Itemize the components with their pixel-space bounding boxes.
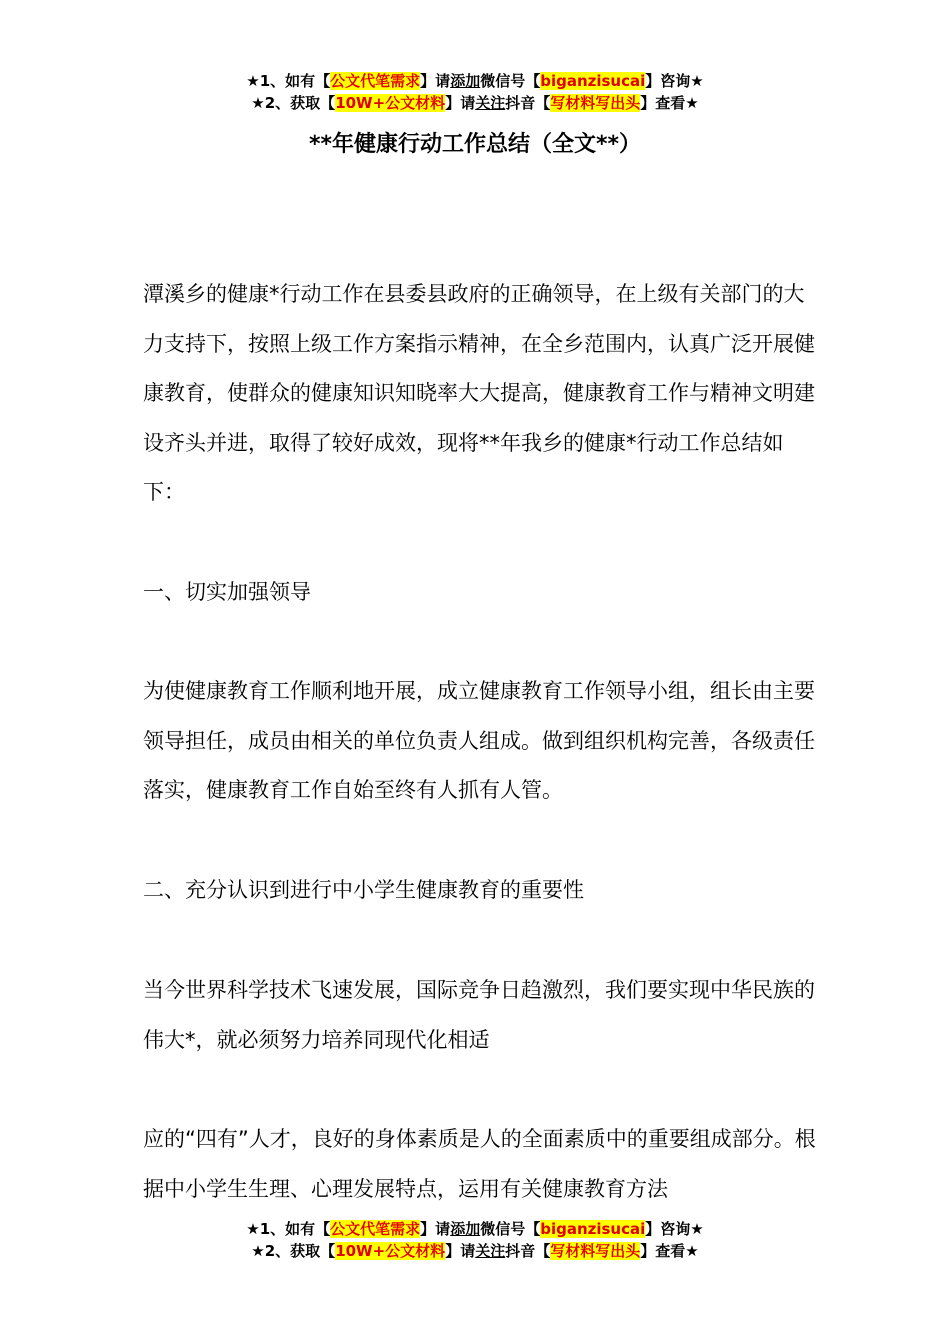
banner-text: 】查看★ bbox=[640, 1242, 699, 1260]
banner-text: ★2、获取【 bbox=[251, 94, 336, 112]
banner-text: 】咨询★ bbox=[645, 1220, 704, 1238]
emphasis-add: 添加 bbox=[450, 1220, 481, 1238]
emphasis-follow: 关注 bbox=[475, 94, 506, 112]
banner-text: 抖音【 bbox=[505, 1242, 551, 1260]
highlight-wechat-id: biganzisucai bbox=[540, 72, 646, 90]
banner-line-1 bbox=[0, 1218, 950, 1240]
banner-line-2 bbox=[0, 92, 950, 114]
paragraph-intro: 潭溪乡的健康*行动工作在县委县政府的正确领导，在上级有关部门的大力支持下，按照上级工作方案指示精神，在全乡范围内，认真广泛开展健康教育，使群众的健康知识知晓率大大提高，健康教育工作与精神文明建设齐头并进，取得了较好成效，现将**年我乡的健康*行动工作总结如下： bbox=[143, 282, 815, 504]
paragraph-leadership: 为使健康教育工作顺利地开展，成立健康教育工作领导小组，组长由主要领导担任，成员由相关的单位负责人组成。做到组织机构完善，各级责任落实，健康教育工作自始至终有人抓有人管。 bbox=[143, 679, 815, 802]
banner-line-1 bbox=[0, 70, 950, 92]
highlight-service: 公文代笔需求 bbox=[330, 72, 421, 90]
highlight-douyin: 写材料写出头 bbox=[550, 1242, 641, 1260]
paragraph-importance-1: 当今世界科学技术飞速发展，国际竞争日趋激烈，我们要实现中华民族的伟大*，就必须努力培养同现代化相适 bbox=[143, 978, 815, 1052]
section-heading-1: 一、切实加强领导 bbox=[143, 580, 311, 604]
banner-text: 】请 bbox=[420, 72, 451, 90]
highlight-service: 公文代笔需求 bbox=[330, 1220, 421, 1238]
emphasis-follow: 关注 bbox=[475, 1242, 506, 1260]
banner-text: 微信号【 bbox=[480, 72, 541, 90]
highlight-materials: 10W+公文材料 bbox=[335, 1242, 446, 1260]
document-title: **年健康行动工作总结（全文**） bbox=[308, 132, 642, 157]
banner-text: ★1、如有【 bbox=[246, 1220, 331, 1238]
emphasis-add: 添加 bbox=[450, 72, 481, 90]
section-heading-2: 二、充分认识到进行中小学生健康教育的重要性 bbox=[143, 878, 584, 902]
banner-text: ★2、获取【 bbox=[251, 1242, 336, 1260]
highlight-wechat-id: biganzisucai bbox=[540, 1220, 646, 1238]
banner-line-2 bbox=[0, 1240, 950, 1262]
banner-text: 微信号【 bbox=[480, 1220, 541, 1238]
banner-text: 抖音【 bbox=[505, 94, 551, 112]
highlight-materials: 10W+公文材料 bbox=[335, 94, 446, 112]
banner-text: 】查看★ bbox=[640, 94, 699, 112]
banner-text: 】请 bbox=[445, 1242, 476, 1260]
banner-text: ★1、如有【 bbox=[246, 72, 331, 90]
paragraph-importance-2: 应的“四有”人才，良好的身体素质是人的全面素质中的重要组成部分。根据中小学生生理、心理发展特点，运用有关健康教育方法 bbox=[143, 1127, 816, 1201]
banner-text: 】请 bbox=[420, 1220, 451, 1238]
footer-banner bbox=[0, 1218, 950, 1262]
highlight-douyin: 写材料写出头 bbox=[550, 94, 641, 112]
banner-text: 】咨询★ bbox=[645, 72, 704, 90]
header-banner bbox=[0, 70, 950, 114]
banner-text: 】请 bbox=[445, 94, 476, 112]
